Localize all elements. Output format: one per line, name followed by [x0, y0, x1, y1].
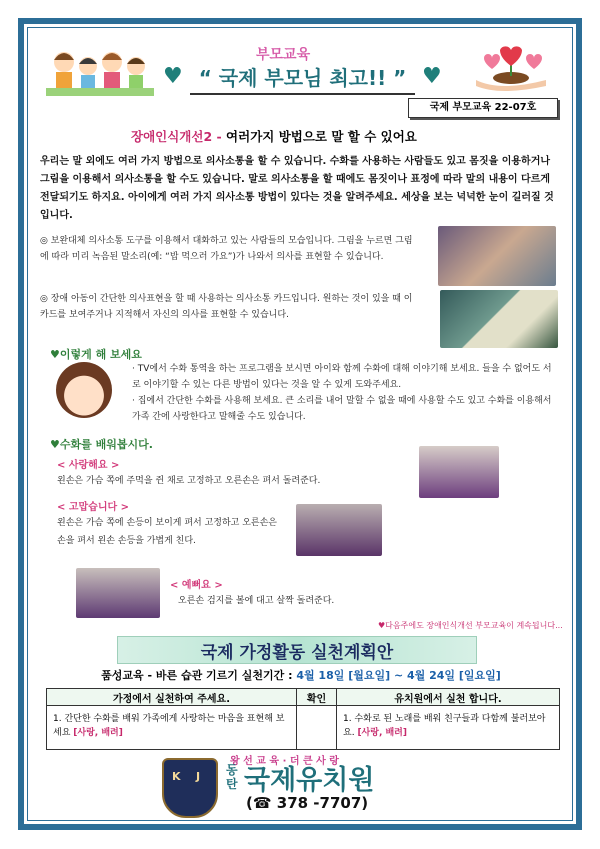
communication-card-photo: [440, 290, 558, 348]
sign-desc-thanks: 왼손은 가슴 쪽에 손등이 보이게 펴서 고정하고 오른손은 손을 펴서 왼손 손등을 가볍게 친다.: [57, 518, 277, 546]
practice-period: [46, 667, 556, 683]
header-subtitle: 부모교육: [256, 47, 311, 63]
hands-heart-plant-illustration: [470, 36, 552, 92]
home-item-tag: [사랑, 배려]: [73, 728, 123, 738]
kids-illustration: [46, 44, 154, 96]
try-item: · 집에서 간단한 수화를 사용해 보세요. 큰 소리를 내어 말할 수 없을 때에 사용할 수도 있고 수화를 이용해서 가족 간에 사랑한다고 말해줄 수도 있습니다.: [132, 396, 552, 422]
aac-device-photo: [438, 226, 556, 286]
school-name: 국제유치원: [244, 765, 375, 796]
sign-label-love: < 사랑해요 >: [57, 460, 120, 471]
intro-paragraph: 우리는 말 외에도 여러 가지 방법으로 의사소통을 할 수 있습니다. 수화를 사용하는 사람들도 있고 몸짓을 이용하거나 그림을 이용해서 의사소통을 할 수도 있습니다. 말로 의사소통을 할 때에도 몸짓이나 표정에 따라 말의 내용이 다르게 전달되기도 하지요. 아이에게 여러 가지 의사소통 방법이 있다는 것을 알려주세요. 세상을 보는 넉넉한 눈이 길러질 것입니다.: [40, 156, 554, 221]
school-logo: [162, 758, 218, 818]
mother-illustration: [56, 362, 112, 418]
sign-heading: ♥수화를 배워봅시다.: [50, 438, 153, 451]
city-name: 동탄: [226, 763, 238, 791]
col-school-header: 유치원에서 실천 합니다.: [337, 689, 560, 706]
activity-table: [46, 688, 560, 750]
try-heading: ♥이렇게 해 보세요: [50, 348, 142, 361]
col-check-header: 확인: [297, 689, 337, 706]
section-title: [131, 127, 417, 145]
sign-pretty-photo: [76, 568, 160, 618]
sign-love-photo: [419, 446, 499, 498]
sign-label-thanks: < 고맙습니다 >: [57, 502, 130, 513]
banner-title: 국제 가정활동 실천계획안: [200, 643, 394, 663]
school-item-text: 1. 수화로 된 노래를 배워 친구들과 다함께 불러보아요.: [343, 714, 546, 738]
heart-icon: ♥: [163, 64, 183, 89]
logo-letter-k: K: [172, 770, 181, 783]
bullet-communication-card: ◎ 장애 아동이 간단한 의사표현을 할 때 사용하는 의사소통 카드입니다. 원하는 것이 있을 때 이 카드를 보여주거나 지적해서 자신의 의사를 표현할 수 있습니다.: [40, 294, 413, 320]
sign-desc-pretty: 오른손 검지를 볼에 대고 살짝 돌려준다.: [178, 596, 335, 606]
school-item-tag: [사랑, 배려]: [357, 728, 407, 738]
sign-thanks-photo: [296, 504, 382, 556]
col-home-header: 가정에서 실천하여 주세요.: [47, 689, 297, 706]
school-item-cell: [337, 706, 560, 750]
page-title: “ 국제 부모님 최고!! ”: [190, 62, 415, 95]
home-item-text: 1. 간단한 수화를 배워 가족에게 사랑하는 마음을 표현해 보세요: [53, 714, 285, 738]
home-item-cell: [47, 706, 297, 750]
section-title-highlight: 장애인식개선2 -: [131, 129, 222, 144]
section-title-text: 여러가지 방법으로 말 할 수 있어요: [221, 129, 417, 144]
check-cell[interactable]: [297, 706, 337, 750]
period-prefix: 품성교육 - 바른 습관 기르기 실천기간 :: [101, 669, 297, 682]
bullet-aac-device: ◎ 보완대체 의사소통 도구를 이용해서 대화하고 있는 사람들의 모습입니다. 그림을 누르면 그림에 따라 미리 녹음된 말소리(예: “밥 먹으러 가요”)가 나와서 의사를 표현할 수 있습니다.: [40, 236, 413, 262]
phone-number: (☎ 378 -7707): [246, 794, 369, 812]
issue-number: 국제 부모교육 22-07호: [408, 98, 558, 118]
heart-icon: ♥: [422, 64, 442, 89]
try-item: · TV에서 수화 통역을 하는 프로그램을 보시면 아이와 함께 수화에 대해 이야기해 보세요. 들을 수 없어도 서로 이야기할 수 있는 다른 방법이 있다는 것을 알 수 있게 도와주세요.: [132, 364, 552, 390]
sign-desc-love: 왼손은 가슴 쪽에 주먹을 쥔 채로 고정하고 오른손은 펴서 돌려준다.: [57, 476, 321, 486]
continued-note: ♥다음주에도 장애인식개선 부모교육이 계속됩니다...: [378, 621, 563, 630]
period-dates: 4월 18일 [월요일] ~ 4월 24일 [일요일]: [296, 669, 501, 682]
sign-label-pretty: < 예뻐요 >: [170, 580, 223, 591]
logo-letter-j: J: [196, 770, 201, 783]
slogan: 왕 선 교 육 · 더 큰 사 랑: [230, 756, 339, 767]
